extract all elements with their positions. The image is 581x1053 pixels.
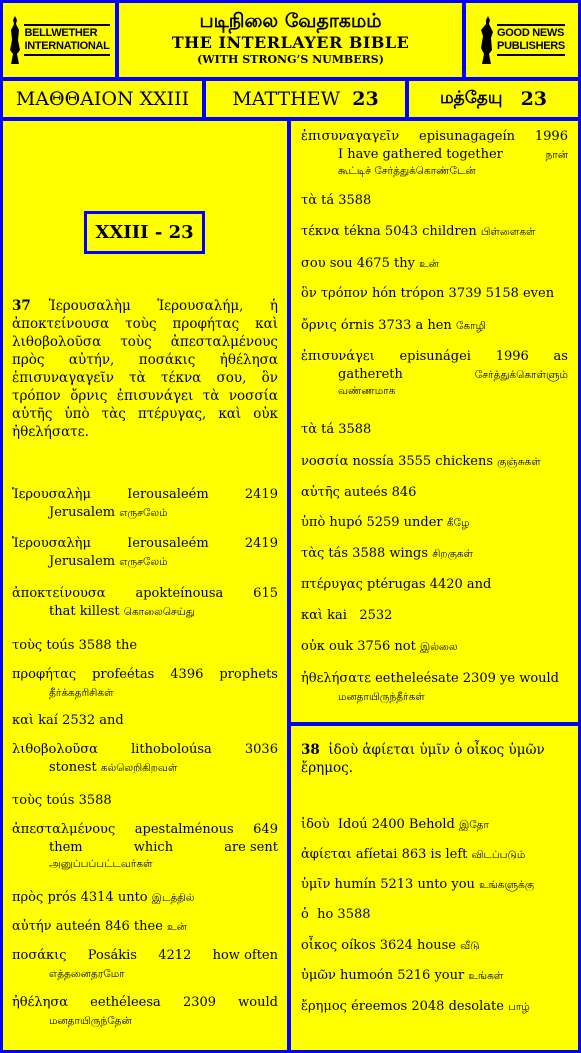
transliteration: episunagageín bbox=[419, 129, 515, 144]
verse-37-line-4: πρὸς αὐτήν, ποσάκις ἠθέλησα bbox=[12, 352, 278, 368]
word-entry bbox=[301, 906, 568, 924]
english-gloss: stonest bbox=[49, 760, 97, 775]
title-sub: (WITH STRONG’S NUMBERS) bbox=[197, 53, 384, 66]
word-entry bbox=[301, 484, 568, 502]
english-gloss: which bbox=[133, 840, 174, 855]
transliteration: eethéleesa bbox=[90, 995, 161, 1010]
transliteration: apestalménous bbox=[134, 822, 234, 837]
english-gloss: Jerusalem bbox=[49, 554, 116, 569]
title-tamil: படிநிலை வேதாகமம் bbox=[199, 10, 382, 32]
word-entry bbox=[301, 816, 568, 834]
greek-word: ὑπὸ bbox=[301, 515, 326, 530]
greek-word: τοὺς bbox=[12, 638, 43, 653]
word-entry bbox=[12, 486, 278, 522]
word-entry bbox=[301, 317, 568, 335]
tamil-gloss: கல்லெறிகிறவள் bbox=[100, 762, 178, 774]
tamil-gloss: உன் bbox=[419, 258, 439, 270]
transliteration: humín 5213 unto you bbox=[334, 877, 475, 892]
english-book-label bbox=[206, 81, 405, 117]
tamil-gloss: மனதாயிருந்தேன் bbox=[49, 1015, 132, 1027]
word-entry bbox=[301, 255, 568, 273]
greek-word: ὃν τρόπον bbox=[301, 286, 368, 301]
greek-word: τὰς bbox=[301, 546, 325, 561]
strongs-number: 3036 bbox=[244, 742, 278, 757]
word-entry bbox=[301, 967, 568, 985]
english-gloss: are sent bbox=[224, 840, 278, 855]
transliteration: ho 3588 bbox=[317, 907, 371, 922]
tamil-gloss: தீர்க்கதரிசிகள் bbox=[49, 687, 114, 699]
verse-38-line-2: ἔρημος. bbox=[301, 760, 354, 776]
greek-word: οἶκος bbox=[301, 938, 338, 953]
transliteration: eetheleésate 2309 ye would bbox=[375, 671, 559, 686]
tamil-gloss: உங்கள் bbox=[468, 970, 504, 982]
english-gloss: prophets bbox=[219, 667, 278, 682]
transliteration: tás 3588 wings bbox=[328, 546, 429, 561]
greek-word: ἐπισυναγαγεῖν bbox=[301, 129, 400, 144]
greek-word: αὑτῆς bbox=[301, 485, 340, 500]
tamil-gloss: இதோ bbox=[459, 819, 489, 831]
tamil-gloss: விடப்படும் bbox=[471, 849, 526, 861]
tamil-gloss: கோழி bbox=[455, 320, 486, 332]
transliteration: lithoboloúsa bbox=[131, 742, 212, 757]
word-entry bbox=[12, 666, 278, 702]
greek-word: ὁ bbox=[301, 907, 309, 922]
transliteration: ouk 3756 not bbox=[329, 639, 416, 654]
strongs-number: 2419 bbox=[244, 487, 278, 502]
title-main: THE INTERLAYER BIBLE bbox=[171, 33, 410, 52]
transliteration: éreemos 2048 desolate bbox=[351, 999, 504, 1014]
greek-book-text: ΜΑΘΘΑΙΟΝ ΧΧΙΙΙ bbox=[15, 88, 190, 110]
word-entry bbox=[301, 421, 568, 439]
tamil-gloss: பாழ் bbox=[508, 1001, 530, 1013]
strongs-number: 2419 bbox=[244, 536, 278, 551]
word-entry bbox=[301, 937, 568, 955]
transliteration: Ierousaleém bbox=[127, 536, 209, 551]
tamil-gloss: வீடு bbox=[460, 940, 480, 952]
transliteration: oíkos 3624 house bbox=[341, 938, 456, 953]
verse-37-line-2: ἀποκτείνουσα τοὺς προφήτας καὶ bbox=[12, 316, 278, 332]
transliteration: tékna 5043 children bbox=[343, 224, 477, 239]
transliteration: ptérugas 4420 and bbox=[367, 577, 492, 592]
word-entry bbox=[301, 607, 568, 625]
greek-word: σου bbox=[301, 256, 326, 271]
tamil-gloss: இடத்தில் bbox=[151, 892, 195, 904]
strongs-number: 1996 bbox=[495, 349, 529, 364]
word-entry bbox=[12, 889, 278, 907]
tamil-gloss: மனதாயிருந்தீர்கள் bbox=[338, 691, 425, 703]
verse-38 bbox=[301, 741, 568, 777]
greek-word: αὐτήν bbox=[12, 919, 52, 934]
tamil-gloss: சிறகுகள் bbox=[432, 548, 474, 560]
tamil-gloss: எத்தனைதரமோ bbox=[49, 968, 125, 980]
transliteration: kai 2532 bbox=[327, 608, 393, 623]
word-entry bbox=[12, 535, 278, 571]
word-entry bbox=[301, 348, 568, 398]
word-entry bbox=[12, 712, 278, 730]
tamil-gloss: சேர்த்துக்கொள்ளும் bbox=[474, 369, 568, 381]
verse-37-line-1 bbox=[12, 297, 278, 315]
english-book-text: MATTHEW bbox=[232, 88, 341, 110]
english-chapter-num: 23 bbox=[352, 88, 379, 110]
greek-word: τὰ bbox=[301, 193, 317, 208]
logo-left-line1: BELLWETHER bbox=[24, 27, 98, 39]
greek-word: τοὺς bbox=[12, 793, 43, 808]
transliteration: apokteínousa bbox=[135, 586, 224, 601]
verse-37-text-1: Ἱερουσαλὴμ Ἱερουσαλήμ, ἡ bbox=[48, 298, 278, 314]
tamil-gloss: கூட்டிச் சேர்த்துக்கொண்டேன் bbox=[338, 165, 476, 177]
tamil-gloss: நான் bbox=[545, 149, 568, 161]
tamil-chapter-num: 23 bbox=[520, 88, 548, 110]
verse-37-line-6: τρόπον ὄρνις ἐπισυνάγει τὰ νοσσία bbox=[12, 388, 278, 404]
tamil-gloss: உங்களுக்கு bbox=[479, 879, 535, 891]
english-gloss: would bbox=[238, 995, 278, 1010]
greek-word: ἰδοὺ bbox=[301, 817, 330, 832]
transliteration: kaí 2532 and bbox=[38, 713, 124, 728]
word-entry bbox=[12, 792, 278, 810]
tamil-gloss: இல்லை bbox=[420, 641, 458, 653]
verse-38-line-1: ἰδοὺ ἀφίεται ὑμῖν ὁ οἶκος ὑμῶν bbox=[328, 742, 545, 758]
logo-bellwether bbox=[3, 3, 115, 77]
word-entry bbox=[301, 998, 568, 1016]
word-entry bbox=[12, 637, 278, 655]
english-gloss: I have gathered together bbox=[338, 147, 503, 162]
word-entry bbox=[12, 994, 278, 1030]
transliteration: nossía 3555 chickens bbox=[352, 454, 494, 469]
english-gloss: them bbox=[49, 840, 83, 855]
word-entry bbox=[301, 876, 568, 894]
transliteration: prós 4314 unto bbox=[47, 890, 148, 905]
word-entry bbox=[301, 223, 568, 241]
tamil-gloss: குஞ்சுகள் bbox=[497, 456, 541, 468]
transliteration: tá 3588 bbox=[321, 422, 372, 437]
greek-word: Ἱερουσαλὴμ bbox=[12, 487, 91, 502]
greek-word: καὶ bbox=[12, 713, 35, 728]
greek-word: τὰ bbox=[301, 422, 317, 437]
word-entry bbox=[301, 453, 568, 471]
greek-word: ἀποκτείνουσα bbox=[12, 586, 106, 601]
transliteration: sou 4675 thy bbox=[329, 256, 415, 271]
word-entry bbox=[301, 128, 568, 178]
word-entry bbox=[12, 821, 278, 871]
transliteration: Idoú 2400 Behold bbox=[337, 817, 455, 832]
greek-word: ἀπεσταλμένους bbox=[12, 822, 116, 837]
strongs-number: 649 bbox=[253, 822, 278, 837]
tamil-book-label bbox=[409, 81, 578, 117]
transliteration: tá 3588 bbox=[321, 193, 372, 208]
english-gloss: how often bbox=[212, 948, 278, 963]
transliteration: Posákis bbox=[87, 948, 137, 963]
word-entry bbox=[301, 670, 568, 706]
logo-goodnews bbox=[466, 3, 578, 77]
bellwether-figure-icon bbox=[8, 14, 22, 66]
tamil-gloss: அனுப்பப்பட்டவர்கள் bbox=[49, 858, 153, 870]
english-gloss: that killest bbox=[49, 604, 120, 619]
tamil-gloss: எருசலேம் bbox=[119, 556, 168, 568]
tamil-gloss: பிள்ளைகள் bbox=[480, 226, 536, 238]
greek-word: νοσσία bbox=[301, 454, 349, 469]
greek-book-label bbox=[3, 81, 202, 117]
english-gloss: as bbox=[553, 349, 568, 364]
greek-word: ὄρνις bbox=[301, 318, 337, 333]
greek-word: προφήτας bbox=[12, 667, 77, 682]
verse-37-line-3: λιθοβολοῦσα τοὺς ἀπεσταλμένους bbox=[12, 334, 278, 350]
greek-word: Ἱερουσαλὴμ bbox=[12, 536, 91, 551]
verse-37 bbox=[12, 297, 278, 441]
word-entry bbox=[301, 846, 568, 864]
transliteration: auteén 846 thee bbox=[55, 919, 163, 934]
logo-left-line2: INTERNATIONAL bbox=[24, 40, 110, 52]
word-entry bbox=[301, 576, 568, 594]
transliteration: Ierousaleém bbox=[127, 487, 209, 502]
english-gloss: gathereth bbox=[338, 367, 403, 382]
word-entry bbox=[301, 545, 568, 563]
strongs-number: 4212 bbox=[158, 948, 192, 963]
logo-right-line1: GOOD NEWS bbox=[497, 27, 565, 39]
strongs-number: 615 bbox=[253, 586, 278, 601]
greek-word: ποσάκις bbox=[12, 948, 67, 963]
greek-word: καὶ bbox=[301, 608, 324, 623]
greek-word: ἐπισυνάγει bbox=[301, 349, 375, 364]
transliteration: órnis 3733 a hen bbox=[340, 318, 452, 333]
strongs-number: 1996 bbox=[534, 129, 568, 144]
strongs-number: 4396 bbox=[170, 667, 204, 682]
tamil-book-text: மத்தேயு bbox=[439, 88, 503, 108]
greek-word: οὐκ bbox=[301, 639, 325, 654]
strongs-number: 2309 bbox=[182, 995, 217, 1010]
word-entry bbox=[301, 285, 568, 303]
goodnews-figure-icon bbox=[479, 14, 495, 66]
greek-word: πτέρυγας bbox=[301, 577, 363, 592]
word-entry bbox=[301, 638, 568, 656]
greek-word: τέκνα bbox=[301, 224, 340, 239]
tamil-gloss: உன் bbox=[167, 921, 187, 933]
greek-word: ἠθέλησα bbox=[12, 995, 69, 1010]
greek-word: ἀφίεται bbox=[301, 847, 352, 862]
verse-number: 37 bbox=[12, 298, 31, 314]
greek-word: λιθοβολοῦσα bbox=[12, 742, 98, 757]
transliteration: humoón 5216 your bbox=[340, 968, 465, 983]
word-entry bbox=[301, 514, 568, 532]
transliteration: afíetai 863 is left bbox=[355, 847, 468, 862]
tamil-gloss: கீழே bbox=[446, 517, 470, 529]
transliteration: hupó 5259 under bbox=[329, 515, 443, 530]
transliteration: episunágei bbox=[399, 349, 471, 364]
verse-37-line-7: αὑτῆς ὑπὸ τὰς πτέρυγας, καὶ οὐκ bbox=[12, 406, 278, 422]
title-block bbox=[119, 3, 462, 77]
transliteration: profeétas bbox=[92, 667, 155, 682]
logo-right-line2: PUBLISHERS bbox=[497, 40, 565, 52]
greek-word: πρὸς bbox=[12, 890, 44, 905]
greek-word: ὑμῶν bbox=[301, 968, 336, 983]
tamil-gloss: வண்ணமாக bbox=[338, 385, 396, 397]
transliteration: auteés 846 bbox=[344, 485, 417, 500]
word-entry bbox=[12, 918, 278, 936]
word-entry bbox=[12, 741, 278, 777]
verse-37-line-5: ἐπισυναγαγεῖν τὰ τέκνα σου, ὃν bbox=[12, 370, 278, 386]
word-entry bbox=[12, 585, 278, 621]
english-gloss: Jerusalem bbox=[49, 505, 116, 520]
greek-word: ἔρημος bbox=[301, 999, 347, 1014]
tamil-gloss: கொலைசெய்து bbox=[123, 606, 195, 618]
transliteration: hón trópon 3739 5158 even bbox=[371, 286, 555, 301]
word-entry bbox=[301, 192, 568, 210]
word-entry bbox=[12, 947, 278, 983]
verse-number: 38 bbox=[301, 742, 320, 758]
transliteration: toús 3588 the bbox=[46, 638, 138, 653]
transliteration: toús 3588 bbox=[46, 793, 112, 808]
chapter-box: XXIII - 23 bbox=[84, 211, 205, 254]
tamil-gloss: எருசலேம் bbox=[119, 507, 168, 519]
verse-37-line-8: ἠθελήσατε. bbox=[12, 424, 89, 440]
greek-word: ὑμῖν bbox=[301, 877, 331, 892]
greek-word: ἠθελήσατε bbox=[301, 671, 371, 686]
